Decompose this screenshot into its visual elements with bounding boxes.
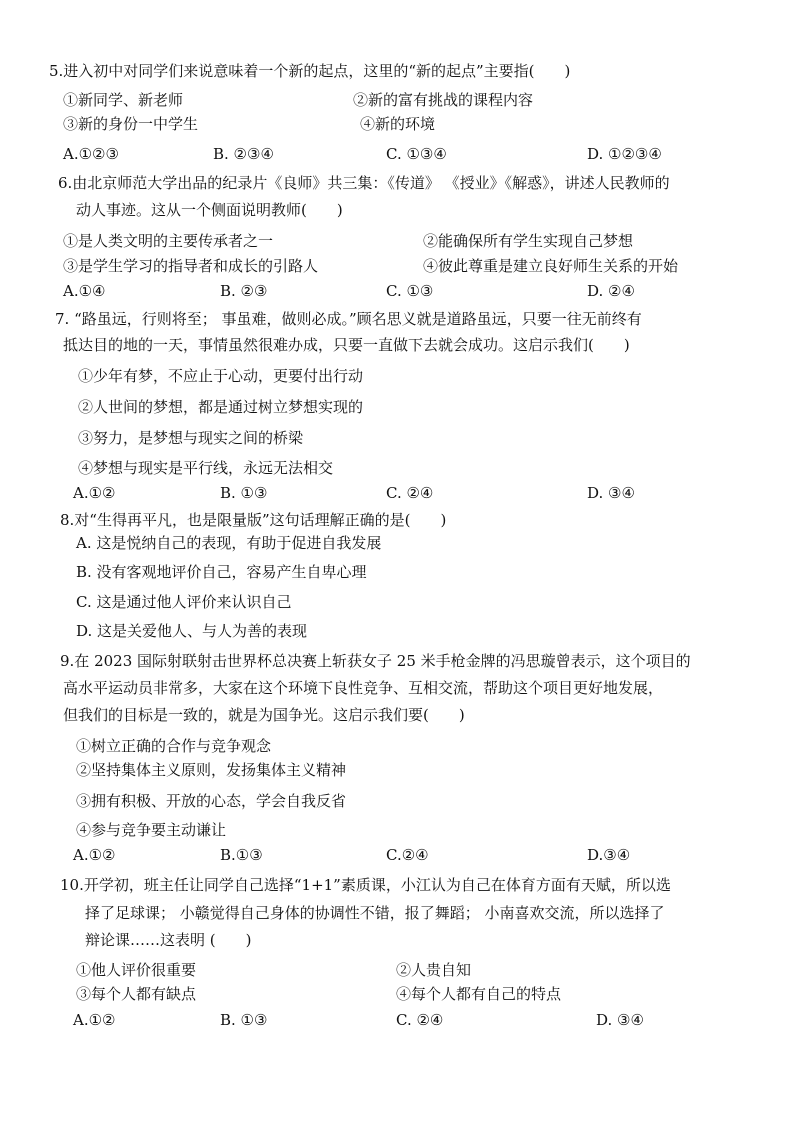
q5-stem-line-1: 5.进入初中对同学们来说意味着一个新的起点，这里的“新的起点”主要指( ) xyxy=(49,62,571,80)
q7-choice-b: B. ①③ xyxy=(220,484,268,502)
q5-choice-c: C. ①③④ xyxy=(386,145,447,163)
q9-item-4: ④参与竞争要主动谦让 xyxy=(76,821,227,839)
q10-item-3: ③每个人都有缺点 xyxy=(76,985,197,1003)
q9-choice-d: D.③④ xyxy=(587,846,631,864)
q7-stem-line-2: 抵达目的地的一天，事情虽然很难办成，只要一直做下去就会成功。这启示我们( ) xyxy=(63,336,630,354)
q6-choice-b: B. ②③ xyxy=(220,282,268,300)
q6-stem-line-2: 动人事迹。这从一个侧面说明教师( ) xyxy=(76,201,343,219)
q8-option-c: C. 这是通过他人评价来认识自己 xyxy=(76,593,292,611)
q9-choice-a: A.①② xyxy=(73,846,116,864)
q10-choice-d: D. ③④ xyxy=(596,1011,644,1029)
q6-item-4: ④彼此尊重是建立良好师生关系的开始 xyxy=(423,257,679,275)
q10-item-2: ②人贵自知 xyxy=(396,961,472,979)
q8-stem-line-1: 8.对“生得再平凡，也是限量版”这句话理解正确的是( ) xyxy=(60,511,447,529)
q8-option-a: A. 这是悦纳自己的表现，有助于促进自我发展 xyxy=(76,534,382,552)
q8-option-d: D. 这是关爱他人、与人为善的表现 xyxy=(76,622,308,640)
q5-choice-b: B. ②③④ xyxy=(213,145,274,163)
q7-choice-a: A.①② xyxy=(73,484,116,502)
q9-stem-line-2: 高水平运动员非常多，大家在这个环境下良性竞争、互相交流，帮助这个项目更好地发展， xyxy=(63,679,664,697)
q9-choice-b: B.①③ xyxy=(220,846,263,864)
q7-stem-line-1: 7. “路虽远，行则将至； 事虽难，做则必成。”顾名思义就是道路虽远，只要一往无前终有 xyxy=(55,310,642,328)
q9-stem-line-3: 但我们的目标是一致的，就是为国争光。这启示我们要( ) xyxy=(63,706,465,724)
q6-stem-line-1: 6.由北京师范大学出品的纪录片《良师》共三集：《传道》 《授业》《解惑》，讲述人民教师的 xyxy=(58,174,670,192)
q10-choice-c: C. ②④ xyxy=(396,1011,444,1029)
q10-item-4: ④每个人都有自己的特点 xyxy=(396,985,562,1003)
q10-stem-line-1: 10.开学初，班主任让同学自己选择“1+1”素质课，小江认为自己在体育方面有天赋，所以选 xyxy=(60,876,671,894)
q9-item-3: ③拥有积极、开放的心态，学会自我反省 xyxy=(76,792,347,810)
q6-item-3: ③是学生学习的指导者和成长的引路人 xyxy=(63,257,319,275)
q10-stem-line-3: 辩论课……这表明 ( ) xyxy=(85,931,252,949)
q5-item-4: ④新的环境 xyxy=(360,115,436,133)
q6-item-1: ①是人类文明的主要传承者之一 xyxy=(63,232,274,250)
q6-choice-d: D. ②④ xyxy=(587,282,635,300)
q7-item-3: ③努力，是梦想与现实之间的桥梁 xyxy=(78,429,304,447)
q9-choice-c: C.②④ xyxy=(386,846,429,864)
q5-item-3: ③新的身份一中学生 xyxy=(63,115,199,133)
q7-item-1: ①少年有梦，不应止于心动，更要付出行动 xyxy=(78,367,364,385)
q5-choice-d: D. ①②③④ xyxy=(587,145,662,163)
q5-item-1: ①新同学、新老师 xyxy=(63,91,184,109)
q6-choice-c: C. ①③ xyxy=(386,282,434,300)
q5-item-2: ②新的富有挑战的课程内容 xyxy=(353,91,534,109)
q5-choice-a: A.①②③ xyxy=(63,145,119,163)
q6-item-2: ②能确保所有学生实现自己梦想 xyxy=(423,232,634,250)
q10-choice-b: B. ①③ xyxy=(220,1011,268,1029)
q10-choice-a: A.①② xyxy=(73,1011,116,1029)
q9-item-1: ①树立正确的合作与竞争观念 xyxy=(76,737,272,755)
q10-stem-line-2: 择了足球课； 小赣觉得自己身体的协调性不错，报了舞蹈； 小南喜欢交流，所以选择了 xyxy=(85,904,665,922)
q9-stem-line-1: 9.在 2023 国际射联射击世界杯总决赛上斩获女子 25 米手枪金牌的冯思璇曾表示，这个项目的 xyxy=(60,652,691,670)
q7-item-4: ④梦想与现实是平行线，永远无法相交 xyxy=(78,459,334,477)
q7-choice-c: C. ②④ xyxy=(386,484,434,502)
q9-item-2: ②坚持集体主义原则，发扬集体主义精神 xyxy=(76,761,347,779)
q8-option-b: B. 没有客观地评价自己，容易产生自卑心理 xyxy=(76,563,367,581)
q7-choice-d: D. ③④ xyxy=(587,484,635,502)
q7-item-2: ②人世间的梦想，都是通过树立梦想实现的 xyxy=(78,398,364,416)
q6-choice-a: A.①④ xyxy=(63,282,106,300)
q10-item-1: ①他人评价很重要 xyxy=(76,961,197,979)
